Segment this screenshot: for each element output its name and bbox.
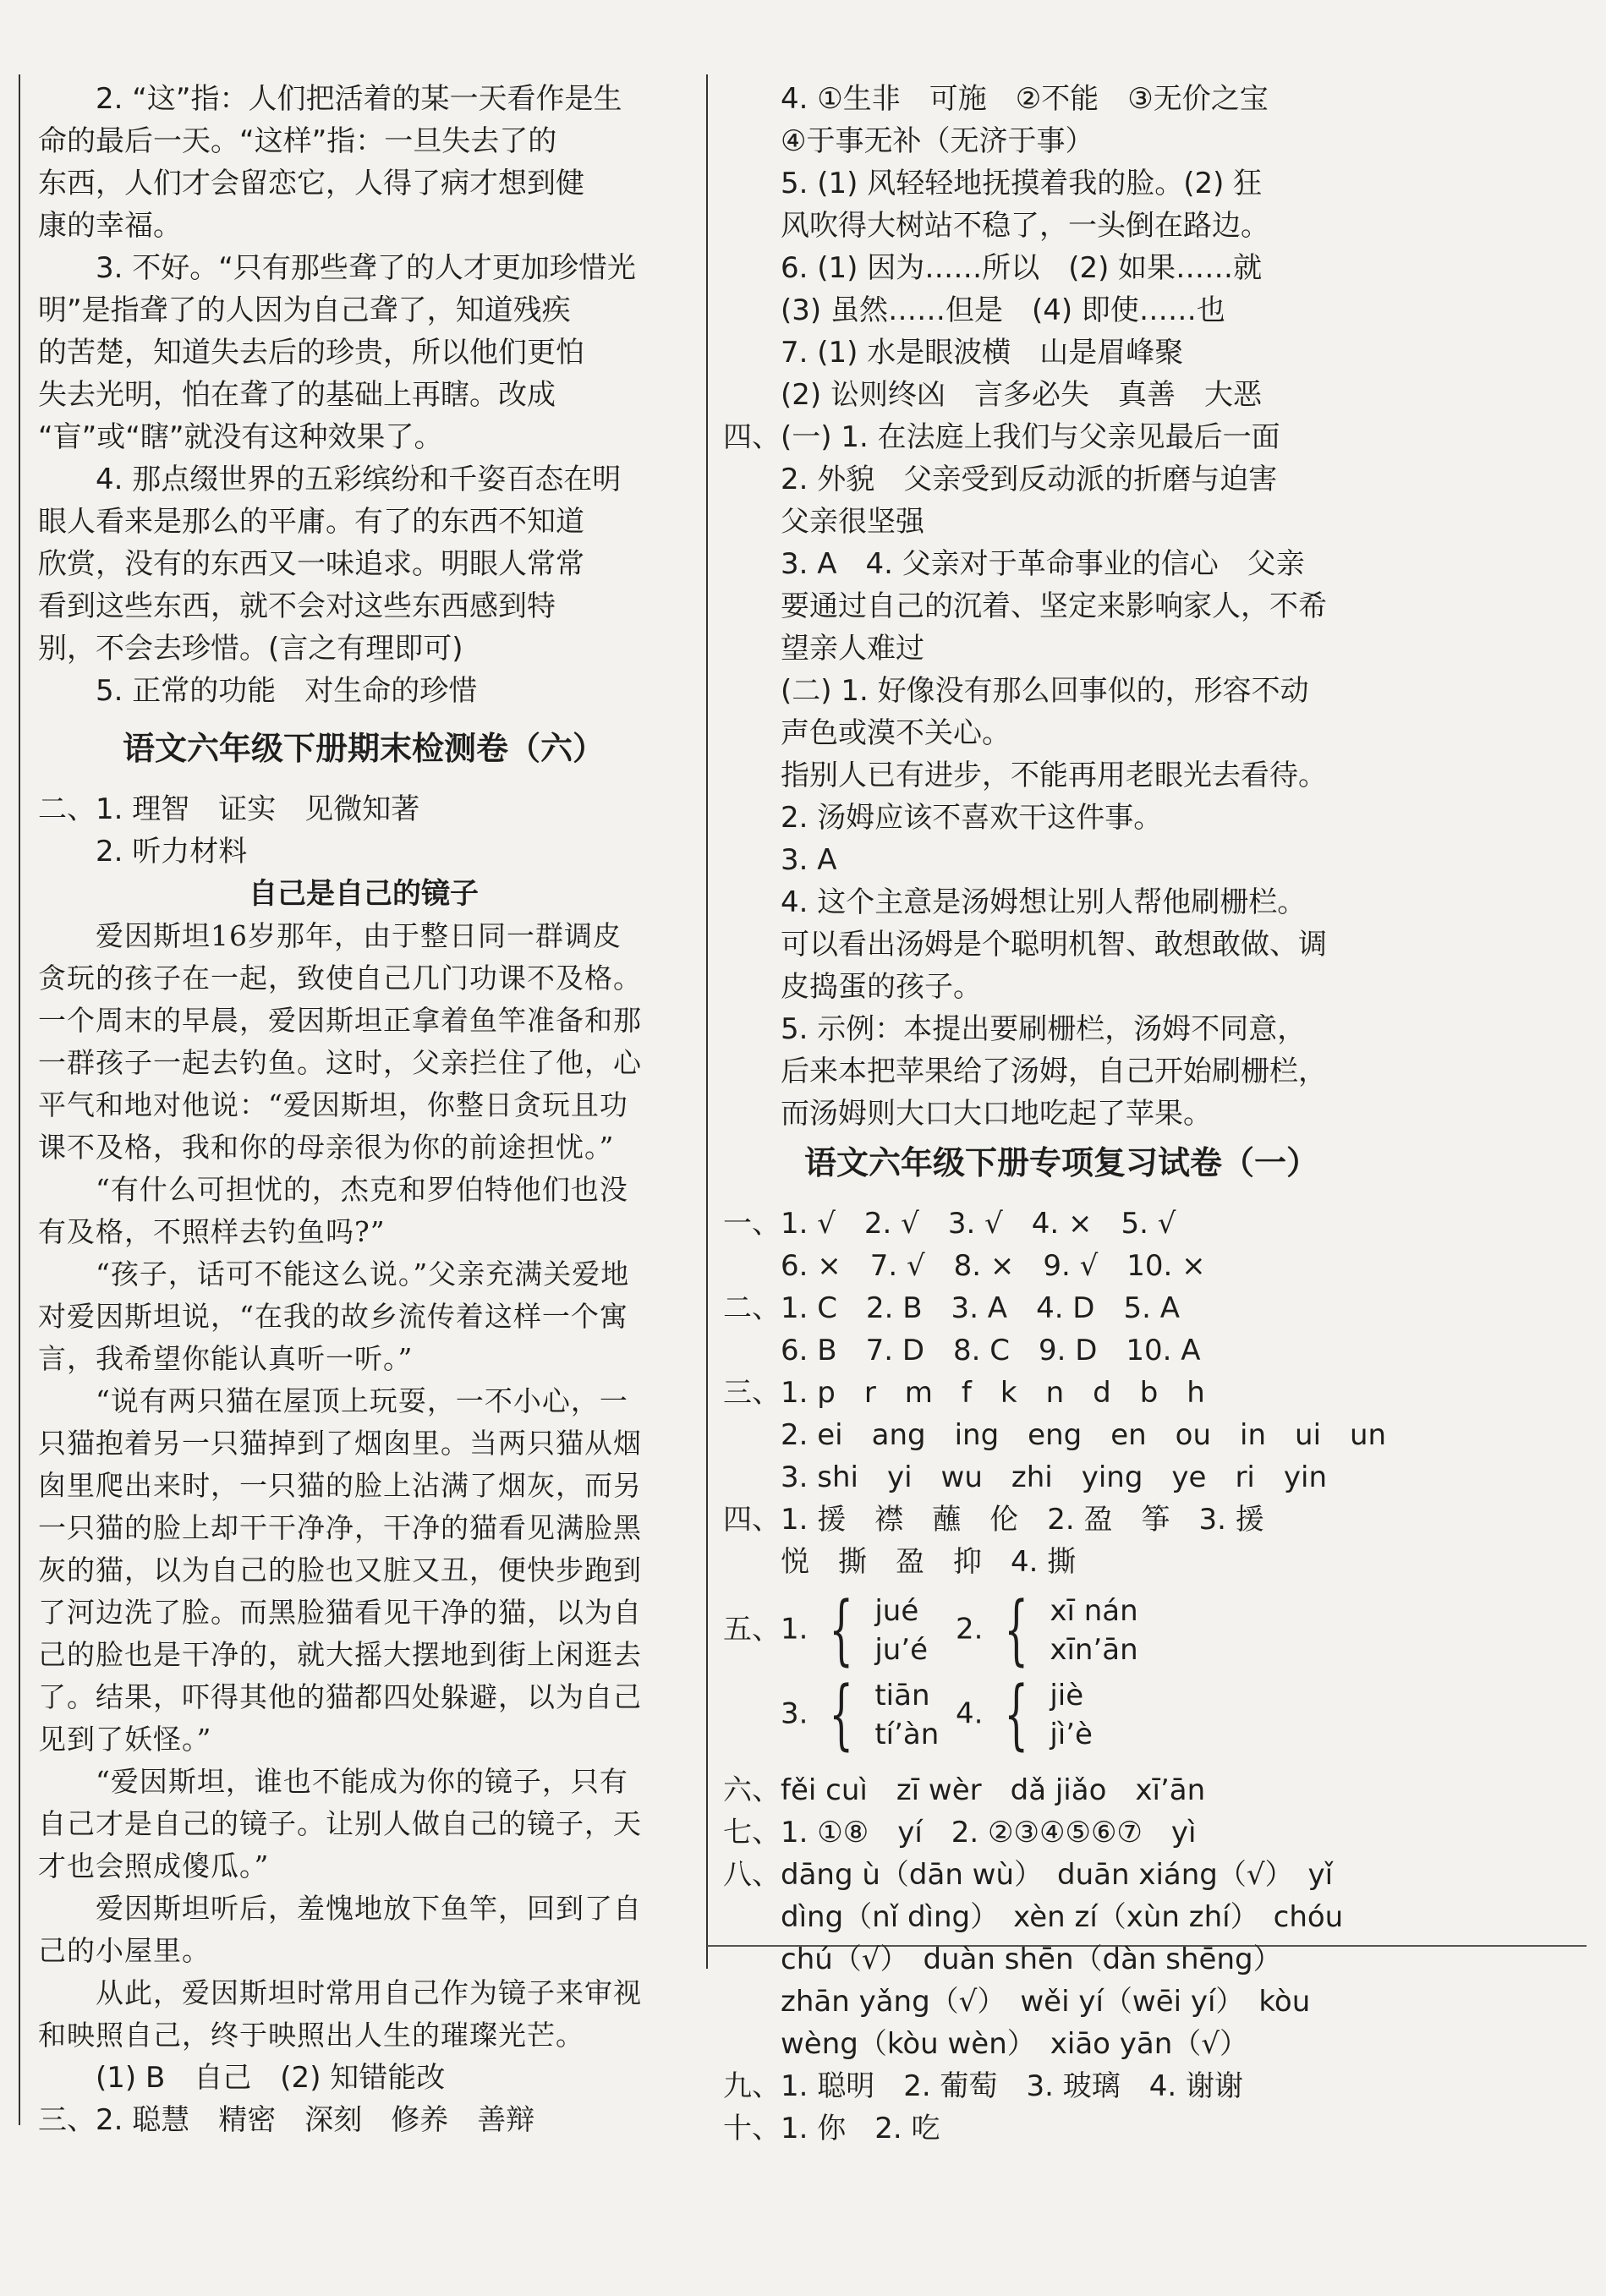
text-line: (二) 1. 好像没有那么回事似的，形容不动 xyxy=(781,674,1309,708)
text-line: 3. A 4. 父亲对于革命事业的信心 父亲 xyxy=(781,547,1305,581)
text-line: 悦 撕 盈 抑 4. 撕 xyxy=(723,1545,1077,1579)
story-line: “爱因斯坦，谁也不能成为你的镜子，只有 xyxy=(38,1765,628,1798)
pinyin-bottom: xīn’ān xyxy=(1050,1633,1138,1667)
text-line: 明”是指聋了的人因为自己聋了，知道残疾 xyxy=(38,293,571,327)
item-number: 4. xyxy=(956,1696,984,1731)
section-4 xyxy=(723,416,1400,1135)
text-line: 6. (1) 因为……所以 (2) 如果……就 xyxy=(781,251,1263,285)
story-line: 一只猫的脸上却干干净净，干净的猫看见满脸黑 xyxy=(38,1511,642,1544)
text-line: 四、1. 援 襟 蘸 伦 2. 盈 筝 3. 援 xyxy=(723,1503,1264,1537)
story-line: 见到了妖怪。” xyxy=(38,1723,212,1756)
pinyin-top: jiè xyxy=(1050,1679,1084,1712)
story-line: 从此，爱因斯坦时常用自己作为镜子来审视 xyxy=(38,1976,642,2009)
text-line: 康的幸福。 xyxy=(38,209,182,243)
polyphone-item xyxy=(781,1670,940,1759)
pinyin-top: tiān xyxy=(874,1679,930,1712)
text-line: 六、fěi cuì zī wèr dǎ jiǎo xī’ān xyxy=(723,1773,1206,1807)
text-line: 可以看出汤姆是个聪明机智、敢想敢做、调 xyxy=(781,928,1327,962)
text-line: 2. 汤姆应该不喜欢干这件事。 xyxy=(781,801,1163,835)
text-line: 二、1. 理智 证实 见微知著 xyxy=(38,792,420,826)
pinyin-bottom: tí’àn xyxy=(874,1718,940,1751)
text-line: 二、1. C 2. B 3. A 4. D 5. A xyxy=(723,1291,1180,1325)
text-line: wèng（kòu wèn） xiāo yān（√） xyxy=(723,2027,1248,2061)
story-line: 对爱因斯坦说，“在我的故乡流传着这样一个寓 xyxy=(38,1300,628,1333)
text-line: 2. “这”指：人们把活着的某一天看作是生 xyxy=(96,82,622,116)
text-line: 的苦楚，知道失去后的珍贵，所以他们更怕 xyxy=(38,336,584,370)
text-line: 3. 不好。“只有那些聋了的人才更加珍惜光 xyxy=(96,251,636,285)
story-line: 只猫抱着另一只猫掉到了烟囱里。当两只猫从烟 xyxy=(38,1427,642,1460)
text-line: 失去光明，怕在聋了的基础上再瞎。改成 xyxy=(38,378,556,412)
text-line: 命的最后一天。“这样”指：一旦失去了的 xyxy=(38,124,557,158)
pinyin-pair xyxy=(874,1592,928,1669)
text-line: 2. 听力材料 xyxy=(38,835,248,869)
pinyin-bottom: ju’é xyxy=(874,1633,929,1667)
text-line: zhān yǎng（√） wěi yí（wēi yí） kòu xyxy=(723,1985,1311,2019)
pinyin-bottom: jì’è xyxy=(1050,1718,1093,1751)
story-line: 才也会照成傻瓜。” xyxy=(38,1849,270,1882)
story-line: 课不及格，我和你的母亲很为你的前途担忧。” xyxy=(38,1131,615,1164)
text-line: 2. ei ang ing eng en ou in ui un xyxy=(723,1418,1387,1452)
text-line: 眼人看来是那么的平庸。有了的东西不知道 xyxy=(38,505,584,539)
story-line: “孩子，话可不能这么说。”父亲充满关爱地 xyxy=(38,1258,630,1290)
story-line: 灰的猫，以为自己的脸也又脏又丑，便快步跑到 xyxy=(38,1553,642,1586)
text-line: 八、dāng ù（dān wù） duān xiáng（√） yǐ xyxy=(723,1858,1334,1892)
text-line: “盲”或“瞎”就没有这种效果了。 xyxy=(38,420,443,454)
brace-group xyxy=(992,1670,1093,1759)
story-line: 有及格，不照样去钓鱼吗?” xyxy=(38,1215,386,1248)
brace-symbol: { xyxy=(1004,1586,1029,1674)
story-line: 和映照自己，终于映照出人生的璀璨光芒。 xyxy=(38,2019,584,2052)
brace-group xyxy=(992,1586,1138,1674)
brace-symbol: { xyxy=(829,1586,854,1674)
text-line: 别，不会去珍惜。(言之有理即可) xyxy=(38,632,463,666)
brace-group xyxy=(817,1670,940,1759)
text-line: 而汤姆则大口大口地吃起了苹果。 xyxy=(781,1097,1212,1131)
text-line: 一、1. √ 2. √ 3. √ 4. × 5. √ xyxy=(723,1207,1176,1241)
text-line: 风吹得大树站不稳了，一头倒在路边。 xyxy=(781,209,1269,243)
story-title: 自己是自己的镜子 xyxy=(249,877,479,911)
text-line: 3. A xyxy=(781,843,837,877)
text-line: 3. shi yi wu zhi ying ye ri yin xyxy=(723,1460,1327,1494)
text-line: 东西，人们才会留恋它，人得了病才想到健 xyxy=(38,167,584,200)
text-line: 七、1. ①⑧ yí 2. ②③④⑤⑥⑦ yì xyxy=(723,1816,1197,1849)
text-line: 5. 示例：本提出要刷栅栏，汤姆不同意， xyxy=(781,1012,1307,1046)
text-line: ④于事无补（无济于事） xyxy=(781,124,1094,158)
pinyin-pair xyxy=(874,1676,939,1754)
story-line: “说有两只猫在屋顶上玩耍，一不小心，一 xyxy=(38,1384,628,1417)
story-line: 平气和地对他说：“爱因斯坦，你整日贪玩且功 xyxy=(38,1088,628,1121)
text-line: 4. 这个主意是汤姆想让别人帮他刷栅栏。 xyxy=(781,885,1307,919)
pinyin-top: jué xyxy=(874,1594,919,1628)
story-line: “有什么可担忧的，杰克和罗伯特他们也没 xyxy=(38,1173,628,1206)
pinyin-pair xyxy=(1050,1592,1137,1669)
story-line: 言，我希望你能认真听一听。” xyxy=(38,1342,414,1375)
text-line: 5. 正常的功能 对生命的珍惜 xyxy=(96,674,478,708)
story-line: 己的小屋里。 xyxy=(38,1934,211,1967)
text-line: 欣赏，没有的东西又一味追求。明眼人常常 xyxy=(38,547,584,581)
text-line: 2. 外貌 父亲受到反动派的折磨与迫害 xyxy=(781,463,1278,496)
text-line: 6. B 7. D 8. C 9. D 10. A xyxy=(723,1334,1201,1367)
item-number: 3. xyxy=(781,1696,808,1731)
story-line: 己的脸也是干净的，就大摇大摆地到街上闲逛去 xyxy=(38,1638,642,1671)
pinyin-top: xī nán xyxy=(1050,1594,1138,1628)
text-line: 要通过自己的沉着、坚定来影响家人，不希 xyxy=(781,589,1327,623)
story-line: 爱因斯坦16岁那年，由于整日同一群调皮 xyxy=(38,919,622,952)
text-line: 三、1. p r m f k n d b h xyxy=(723,1376,1205,1410)
text-line: 父亲很坚强 xyxy=(781,505,924,539)
item-number: 2. xyxy=(956,1612,984,1647)
text-line: 5. (1) 风轻轻地抚摸着我的脸。(2) 狂 xyxy=(781,167,1263,200)
heading-final-test-6: 语文六年级下册期末检测卷（六） xyxy=(122,730,605,767)
text-line: 7. (1) 水是眼波横 山是眉峰聚 xyxy=(781,336,1184,370)
text-line: (1) B 自己 (2) 知错能改 xyxy=(38,2061,446,2095)
section-3-answers xyxy=(723,78,1400,416)
quiz-answers xyxy=(723,1203,1400,1583)
text-line: 皮捣蛋的孩子。 xyxy=(781,970,982,1004)
text-line: 望亲人难过 xyxy=(781,632,924,666)
text-line: 十、1. 你 2. 吃 xyxy=(723,2112,940,2145)
column-divider xyxy=(706,74,708,1969)
text-line: 6. × 7. √ 8. × 9. √ 10. × xyxy=(723,1249,1206,1283)
text-line: 后来本把苹果给了汤姆，自己开始刷栅栏， xyxy=(781,1055,1327,1088)
story-line: 了。结果，吓得其他的猫都四处躲避，以为自己 xyxy=(38,1680,642,1713)
text-line: dìng（nǐ dìng） xèn zí（xùn zhí） chóu xyxy=(723,1900,1344,1934)
text-line: (3) 虽然……但是 (4) 即使……也 xyxy=(781,293,1225,327)
left-margin-rule xyxy=(19,74,20,2125)
heading-special-review-1: 语文六年级下册专项复习试卷（一） xyxy=(803,1144,1318,1181)
listening-story xyxy=(38,915,689,2057)
text-line: 声色或漠不关心。 xyxy=(781,716,1011,750)
story-line: 自己才是自己的镜子。让别人做自己的镜子，天 xyxy=(38,1807,642,1840)
text-line: 4. 那点缀世界的五彩缤纷和千姿百态在明 xyxy=(96,463,622,496)
text-line: 4. ①生非 可施 ②不能 ③无价之宝 xyxy=(781,82,1269,116)
story-line: 爱因斯坦听后，羞愧地放下鱼竿，回到了自 xyxy=(38,1892,642,1925)
polyphone-item xyxy=(956,1670,1093,1759)
text-line: 三、2. 聪慧 精密 深刻 修养 善辩 xyxy=(38,2103,535,2137)
story-line: 囱里爬出来时，一只猫的脸上沾满了烟灰，而另 xyxy=(38,1469,642,1502)
story-line: 一个周末的早晨，爱因斯坦正拿着鱼竿准备和那 xyxy=(38,1004,642,1037)
text-line: 指别人已有进步，不能再用老眼光去看待。 xyxy=(781,759,1327,792)
brace-symbol: { xyxy=(1004,1670,1029,1759)
story-line: 一群孩子一起去钓鱼。这时，父亲拦住了他，心 xyxy=(38,1046,642,1079)
text-line: 九、1. 聪明 2. 葡萄 3. 玻璃 4. 谢谢 xyxy=(723,2069,1243,2103)
polyphone-item xyxy=(781,1586,929,1674)
brace-group xyxy=(817,1586,929,1674)
section-5-label: 五、 xyxy=(723,1613,781,1647)
sections-6-to-10 xyxy=(723,1769,1400,2150)
story-line: 贪玩的孩子在一起，致使自己几门功课不及格。 xyxy=(38,962,642,995)
brace-symbol: { xyxy=(829,1670,854,1759)
text-line: chú（√） duàn shēn（dàn shēng） xyxy=(723,1943,1282,1976)
polyphone-item xyxy=(956,1586,1138,1674)
section-5 xyxy=(723,1586,1400,1761)
section-prev-answers xyxy=(38,78,689,712)
text-line: 四、(一) 1. 在法庭上我们与父亲见最后一面 xyxy=(723,420,1280,454)
text-line: (2) 讼则终凶 言多必失 真善 大恶 xyxy=(781,378,1262,412)
item-number: 1. xyxy=(781,1612,808,1647)
text-line: 看到这些东西，就不会对这些东西感到特 xyxy=(38,589,556,623)
story-line: 了河边洗了脸。而黑脸猫看见干净的猫，以为自 xyxy=(38,1596,642,1629)
section-2 xyxy=(38,788,689,873)
section-2-end xyxy=(38,2057,689,2141)
pinyin-pair xyxy=(1050,1676,1093,1754)
